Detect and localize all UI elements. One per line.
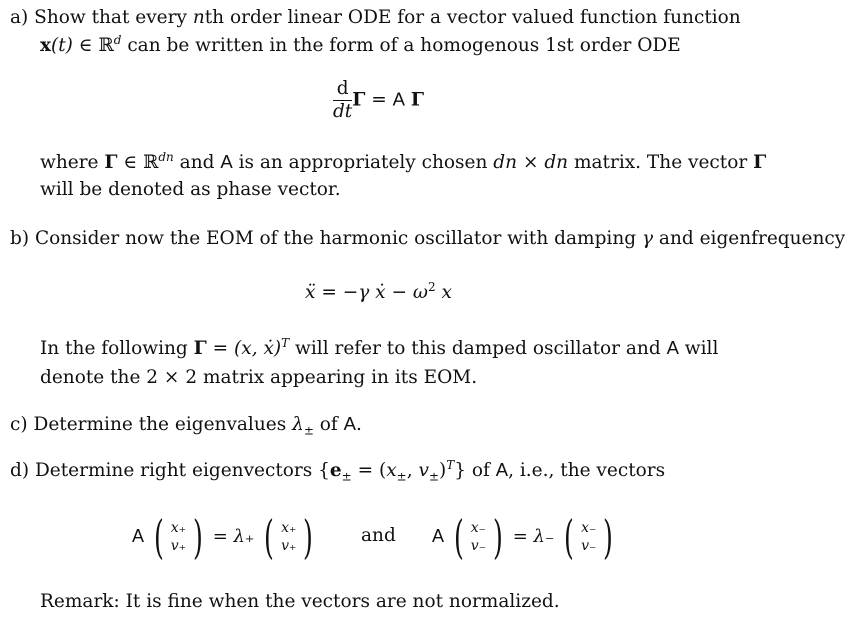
part-b-line1: b) Consider now the EOM of the harmonic oscillator with damping γ and eigenfrequency (10, 228, 845, 249)
part-c-label: c) (10, 414, 28, 435)
part-a-line2: x(t) ∈ ℝ$^d$ can be written in the form of a homogenous 1st order ODE (40, 32, 681, 56)
part-b-equation: ẍ = −γ ẋ − $\omega^2$ x (305, 279, 452, 303)
eigen-equation-minus: A ( x₋ v₋ ) = λ₋ ( x₋ v₋ ) (432, 510, 614, 564)
and-word: and (361, 525, 396, 546)
derivative-fraction: $\frac{d}{dt}$ (332, 78, 353, 122)
part-a-line1: a) Show that every nth order linear ODE for a vector valued function function (10, 7, 741, 28)
part-d: d) Determine right eigenvectors {$e_\pm = (x_\pm$, $v_\pm)^T$} of A, i.e., the vectors (10, 457, 666, 484)
part-c: c) Determine the eigenvalues $\lambda_\pm$ of A. (10, 413, 362, 438)
part-a-line3: where Γ ∈ ℝ$^{dn}$ and A is an appropriately chosen dn × dn matrix. The vector Γ (40, 149, 767, 173)
eigen-equation-plus: A ( x₊ v₊ ) = λ₊ ( x₊ v₊ ) (132, 510, 314, 564)
remark: Remark: It is fine when the vectors are not normalized. (40, 591, 560, 612)
part-d-label: d) (10, 460, 30, 481)
part-a-label: a) (10, 7, 29, 28)
part-b-line2: In the following Γ = (x, ẋ)$^T$ will refer to this damped oscillator and A will (40, 335, 719, 359)
part-a-equation: $\frac{d}{dt}$ Γ = A Γ (332, 78, 425, 122)
part-b-label: b) (10, 228, 30, 249)
part-b-line3: denote the 2 × 2 matrix appearing in its EOM. (40, 367, 478, 388)
part-a-line4: will be denoted as phase vector. (40, 179, 341, 200)
